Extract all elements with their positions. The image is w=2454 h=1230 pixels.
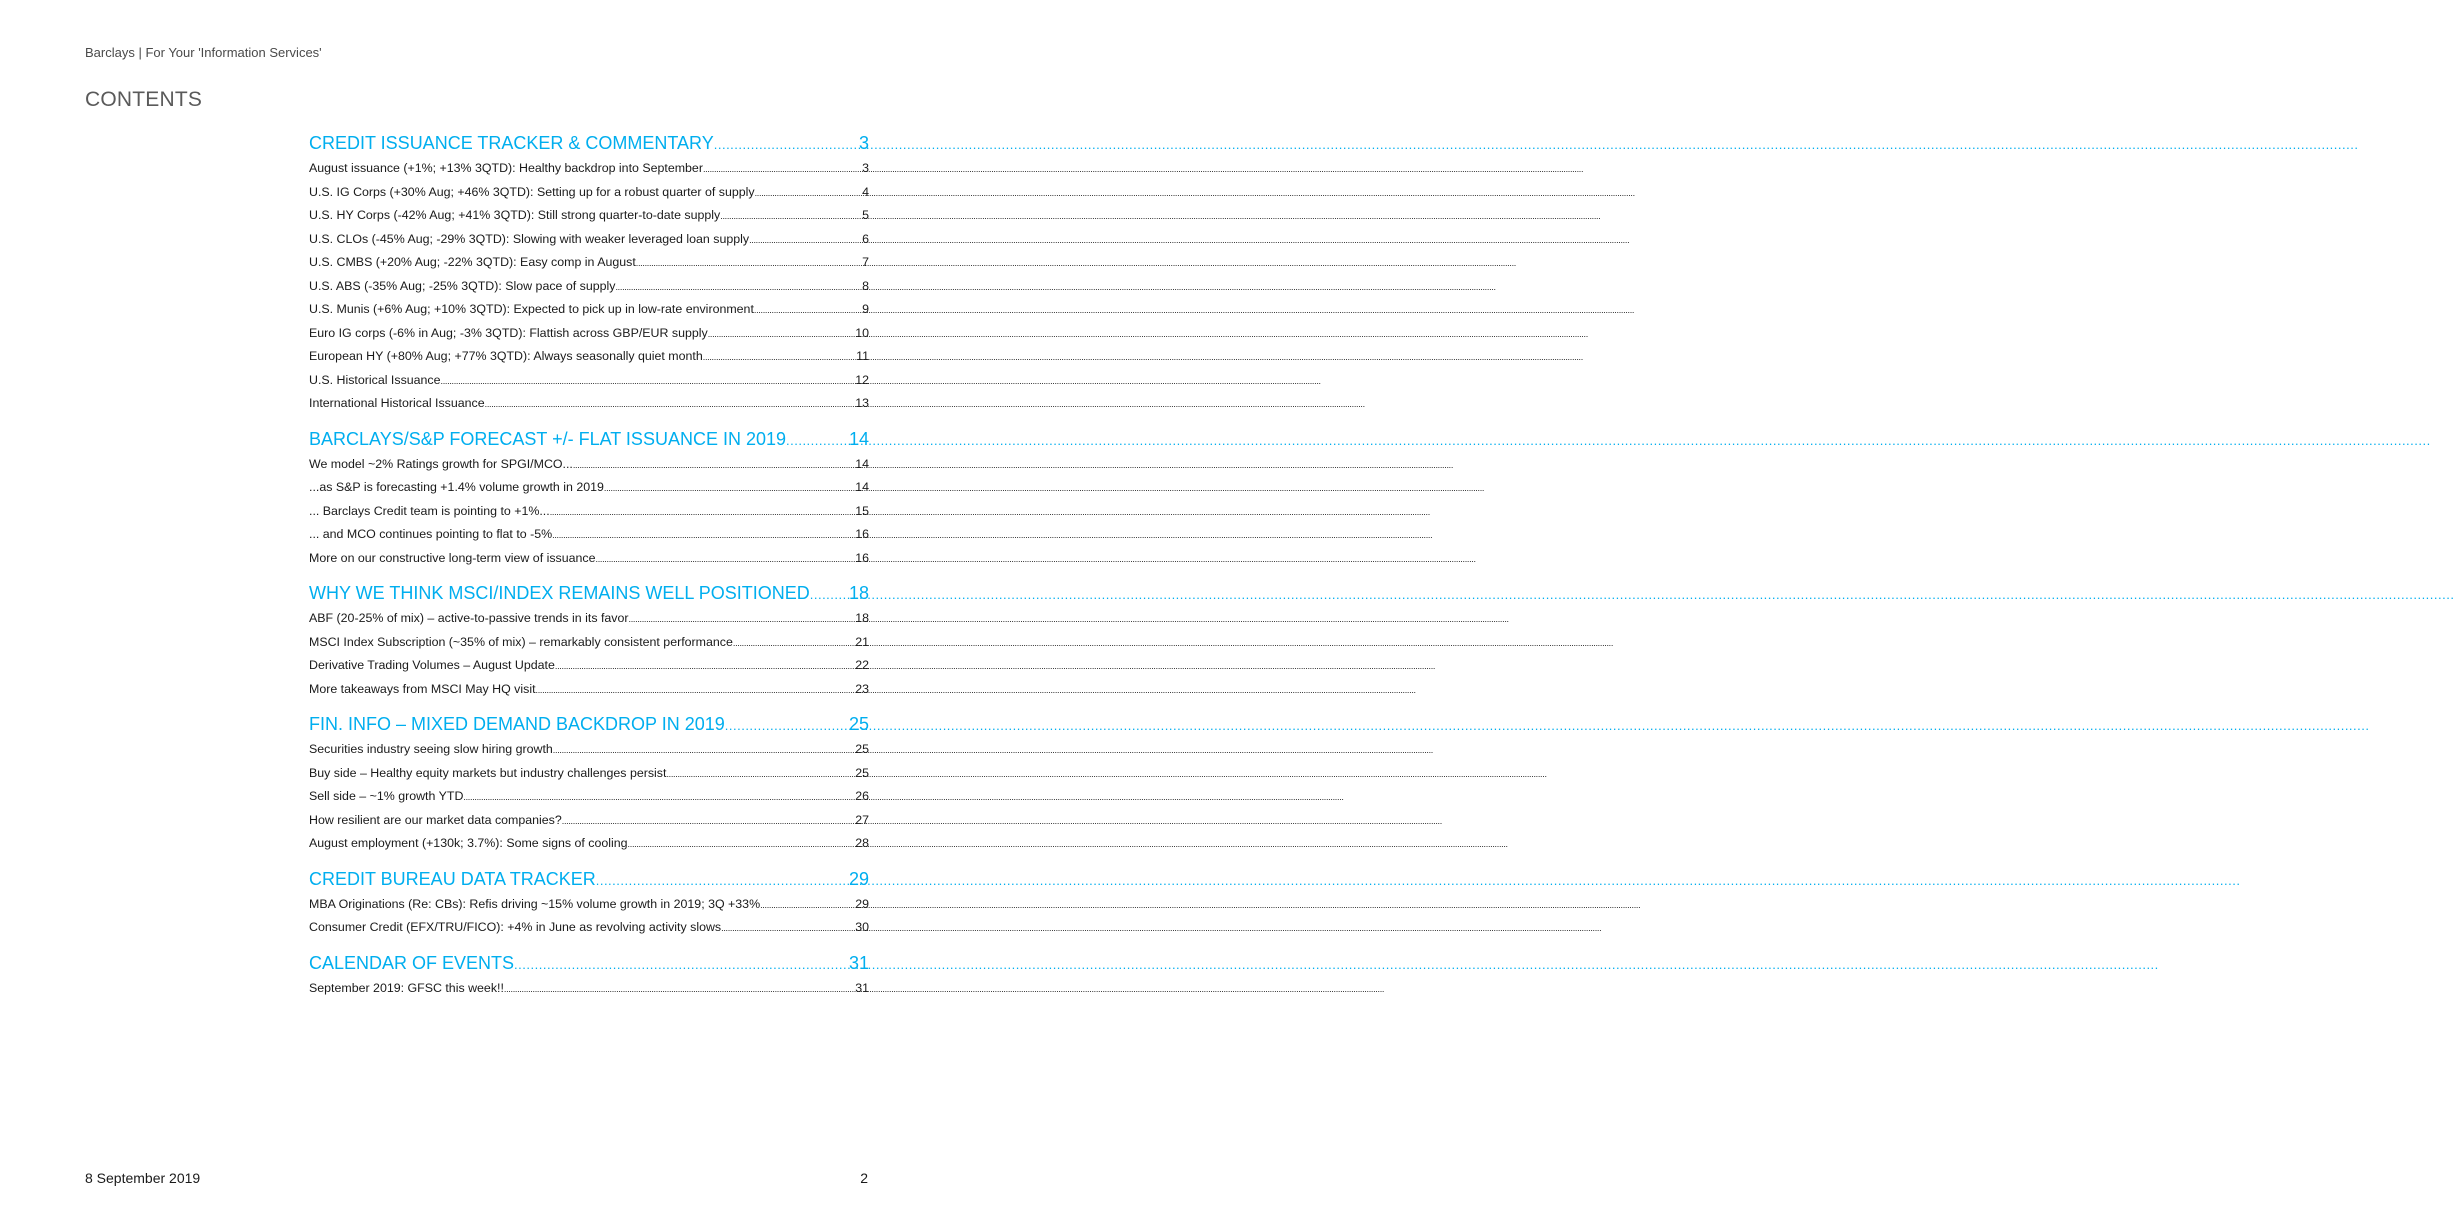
dot-leader bbox=[552, 524, 854, 548]
toc-entry-page: 11 bbox=[856, 349, 869, 363]
dot-leader bbox=[749, 229, 861, 253]
toc-entry-page: 6 bbox=[862, 231, 869, 246]
toc-entry-page: 7 bbox=[862, 255, 869, 269]
toc-entry[interactable] bbox=[309, 809, 869, 833]
dot-leader bbox=[720, 205, 861, 229]
dot-leader bbox=[604, 477, 854, 501]
toc-section-page: 29 bbox=[848, 868, 869, 889]
toc-section-page: 14 bbox=[848, 428, 869, 449]
dot-leader bbox=[550, 501, 855, 525]
toc-section bbox=[309, 712, 869, 856]
dot-leader bbox=[553, 739, 854, 763]
toc-entry[interactable] bbox=[309, 181, 869, 205]
toc-entry-title: September 2019: GFSC this week!! bbox=[309, 980, 504, 995]
toc-entry-title: European HY (+80% Aug; +77% 3QTD): Always seasonally quiet month bbox=[309, 349, 703, 363]
dot-leader bbox=[754, 299, 861, 323]
toc-section-heading[interactable] bbox=[309, 712, 869, 736]
dot-leader bbox=[504, 978, 854, 1002]
toc-section-title: WHY WE THINK MSCI/INDEX REMAINS WELL POSITIONED bbox=[309, 583, 810, 603]
dot-leader bbox=[810, 583, 848, 607]
toc-entry-title: Securities industry seeing slow hiring growth bbox=[309, 742, 553, 756]
toc-entry-page: 22 bbox=[855, 658, 869, 672]
toc-entry[interactable] bbox=[309, 345, 869, 369]
toc-section-page: 25 bbox=[848, 714, 869, 734]
toc-entry[interactable] bbox=[309, 893, 869, 917]
toc-section bbox=[309, 427, 869, 571]
toc-entry-title: International Historical Issuance bbox=[309, 396, 485, 410]
toc-entry[interactable] bbox=[309, 916, 869, 940]
toc-entry-title: August employment (+130k; 3.7%): Some signs of cooling bbox=[309, 836, 628, 850]
dot-leader bbox=[725, 714, 848, 738]
toc-entry[interactable] bbox=[309, 607, 869, 631]
toc-section bbox=[309, 951, 869, 1001]
toc-section-title: FIN. INFO – MIXED DEMAND BACKDROP IN 2019 bbox=[309, 714, 725, 734]
dot-leader bbox=[708, 323, 855, 347]
toc-entry[interactable] bbox=[309, 476, 869, 500]
toc-entry-title: U.S. CLOs (-45% Aug; -29% 3QTD): Slowing with weaker leveraged loan supply bbox=[309, 231, 750, 246]
toc-entry-page: 27 bbox=[855, 812, 869, 827]
toc-entry-title: How resilient are our market data companies? bbox=[309, 812, 562, 827]
toc-entry-page: 25 bbox=[855, 765, 869, 780]
toc-section-title: CREDIT BUREAU DATA TRACKER bbox=[309, 868, 596, 889]
toc-section-title: BARCLAYS/S&P FORECAST +/- FLAT ISSUANCE IN 2019 bbox=[309, 428, 786, 449]
dot-leader bbox=[636, 252, 861, 276]
toc-entry[interactable] bbox=[309, 251, 869, 275]
toc-entry-page: 29 bbox=[855, 896, 869, 911]
toc-entry[interactable] bbox=[309, 204, 869, 228]
toc-section bbox=[309, 867, 869, 940]
toc-section-title: CALENDAR OF EVENTS bbox=[309, 952, 515, 973]
toc-entry-title: U.S. Munis (+6% Aug; +10% 3QTD): Expected to pick up in low-rate environment bbox=[309, 302, 754, 316]
footer-date: 8 September 2019 bbox=[85, 1170, 201, 1186]
toc-entry-title: U.S. HY Corps (-42% Aug; +41% 3QTD): Still strong quarter-to-date supply bbox=[309, 208, 721, 222]
toc-entry-page: 9 bbox=[862, 302, 869, 316]
dot-leader bbox=[573, 454, 854, 478]
dot-leader bbox=[596, 869, 848, 893]
page-header: Barclays | For Your 'Information Services' bbox=[85, 45, 322, 60]
dot-leader bbox=[703, 346, 855, 370]
toc-entry-page: 10 bbox=[855, 325, 869, 340]
toc-entry-title: ... Barclays Credit team is pointing to +1%... bbox=[309, 503, 550, 518]
dot-leader bbox=[463, 786, 854, 810]
toc-entry[interactable] bbox=[309, 654, 869, 678]
toc-entry[interactable] bbox=[309, 631, 869, 655]
toc-entry-title: MSCI Index Subscription (~35% of mix) – remarkably consistent performance bbox=[309, 634, 733, 649]
toc-entry-title: Sell side – ~1% growth YTD bbox=[309, 789, 464, 803]
contents-title: CONTENTS bbox=[85, 88, 203, 111]
dot-leader bbox=[714, 133, 858, 157]
toc-section-page: 3 bbox=[858, 133, 869, 153]
toc-section-heading[interactable] bbox=[309, 867, 869, 891]
toc-entry-page: 15 bbox=[855, 503, 869, 518]
toc-entry-title: More on our constructive long-term view of issuance bbox=[309, 550, 596, 565]
toc-entry[interactable] bbox=[309, 275, 869, 299]
toc-entry-page: 8 bbox=[862, 278, 869, 293]
dot-leader bbox=[555, 655, 854, 679]
toc-entry-page: 12 bbox=[855, 372, 869, 387]
toc-entry-page: 4 bbox=[862, 184, 869, 199]
toc-section-heading[interactable] bbox=[309, 581, 869, 605]
dot-leader bbox=[703, 158, 861, 182]
dot-leader bbox=[596, 548, 855, 572]
toc-entry[interactable] bbox=[309, 322, 869, 346]
toc-entry[interactable] bbox=[309, 392, 869, 416]
toc-section-heading[interactable] bbox=[309, 131, 869, 155]
dot-leader bbox=[666, 763, 854, 787]
toc-entry[interactable] bbox=[309, 298, 869, 322]
toc-section bbox=[309, 131, 869, 416]
toc-entry[interactable] bbox=[309, 678, 869, 702]
toc-entry[interactable] bbox=[309, 228, 869, 252]
toc-entry-page: 25 bbox=[855, 742, 869, 756]
toc-entry[interactable] bbox=[309, 738, 869, 762]
toc-entry-title: MBA Originations (Re: CBs): Refis driving ~15% volume growth in 2019; 3Q +33% bbox=[309, 896, 761, 911]
toc-entry-title: August issuance (+1%; +13% 3QTD): Healthy backdrop into September bbox=[309, 161, 703, 175]
toc-section-page: 31 bbox=[848, 952, 869, 973]
toc-entry-page: 3 bbox=[862, 161, 869, 175]
toc-entry-page: 16 bbox=[855, 550, 869, 565]
toc-entry-page: 21 bbox=[855, 634, 869, 649]
table-of-contents bbox=[309, 131, 869, 1011]
toc-entry-page: 14 bbox=[855, 480, 869, 494]
toc-entry-title: U.S. IG Corps (+30% Aug; +46% 3QTD): Setting up for a robust quarter of supply bbox=[309, 184, 755, 199]
toc-entry-title: ... and MCO continues pointing to flat to -5% bbox=[309, 527, 553, 541]
toc-entry-page: 28 bbox=[855, 836, 869, 850]
toc-entry-page: 5 bbox=[862, 208, 869, 222]
toc-entry-title: Euro IG corps (-6% in Aug; -3% 3QTD): Flattish across GBP/EUR supply bbox=[309, 325, 708, 340]
dot-leader bbox=[733, 632, 854, 656]
dot-leader bbox=[441, 370, 855, 394]
toc-entry[interactable] bbox=[309, 453, 869, 477]
toc-entry-page: 13 bbox=[855, 396, 869, 410]
toc-section-title: CREDIT ISSUANCE TRACKER & COMMENTARY bbox=[309, 133, 714, 153]
toc-entry-page: 14 bbox=[855, 456, 869, 471]
dot-leader bbox=[485, 393, 855, 417]
toc-entry-title: U.S. CMBS (+20% Aug; -22% 3QTD): Easy comp in August bbox=[309, 255, 636, 269]
toc-section bbox=[309, 581, 869, 701]
toc-section-page: 18 bbox=[848, 583, 869, 603]
toc-entry-title: ...as S&P is forecasting +1.4% volume growth in 2019 bbox=[309, 480, 604, 494]
toc-entry-title: ABF (20-25% of mix) – active-to-passive trends in its favor bbox=[309, 611, 629, 625]
dot-leader bbox=[628, 833, 855, 857]
toc-entry[interactable] bbox=[309, 500, 869, 524]
toc-section-heading[interactable] bbox=[309, 951, 869, 975]
dot-leader bbox=[562, 810, 854, 834]
toc-entry-page: 31 bbox=[855, 980, 869, 995]
dot-leader bbox=[786, 429, 848, 453]
dot-leader bbox=[536, 679, 855, 703]
toc-entry-title: Buy side – Healthy equity markets but industry challenges persist bbox=[309, 765, 667, 780]
toc-entry-title: More takeaways from MSCI May HQ visit bbox=[309, 681, 536, 696]
dot-leader bbox=[629, 608, 855, 632]
toc-entry[interactable] bbox=[309, 762, 869, 786]
dot-leader bbox=[721, 917, 854, 941]
toc-entry[interactable] bbox=[309, 977, 869, 1001]
dot-leader bbox=[514, 953, 848, 977]
toc-entry[interactable] bbox=[309, 157, 869, 181]
toc-section-heading[interactable] bbox=[309, 427, 869, 451]
toc-entry[interactable] bbox=[309, 523, 869, 547]
dot-leader bbox=[755, 182, 861, 206]
footer-page-number: 2 bbox=[860, 1170, 868, 1186]
toc-entry-title: Consumer Credit (EFX/TRU/FICO): +4% in June as revolving activity slows bbox=[309, 920, 722, 934]
toc-entry-title: Derivative Trading Volumes – August Update bbox=[309, 658, 555, 672]
toc-entry[interactable] bbox=[309, 369, 869, 393]
toc-entry-page: 30 bbox=[855, 920, 869, 934]
toc-entry[interactable] bbox=[309, 785, 869, 809]
toc-entry-title: U.S. ABS (-35% Aug; -25% 3QTD): Slow pace of supply bbox=[309, 278, 616, 293]
toc-entry[interactable] bbox=[309, 547, 869, 571]
dot-leader bbox=[760, 894, 854, 918]
toc-entry[interactable] bbox=[309, 832, 869, 856]
toc-entry-page: 18 bbox=[855, 611, 869, 625]
toc-entry-title: We model ~2% Ratings growth for SPGI/MCO... bbox=[309, 456, 573, 471]
toc-entry-page: 23 bbox=[855, 681, 869, 696]
dot-leader bbox=[615, 276, 861, 300]
toc-entry-page: 16 bbox=[855, 527, 869, 541]
toc-entry-page: 26 bbox=[855, 789, 869, 803]
toc-entry-title: U.S. Historical Issuance bbox=[309, 372, 441, 387]
